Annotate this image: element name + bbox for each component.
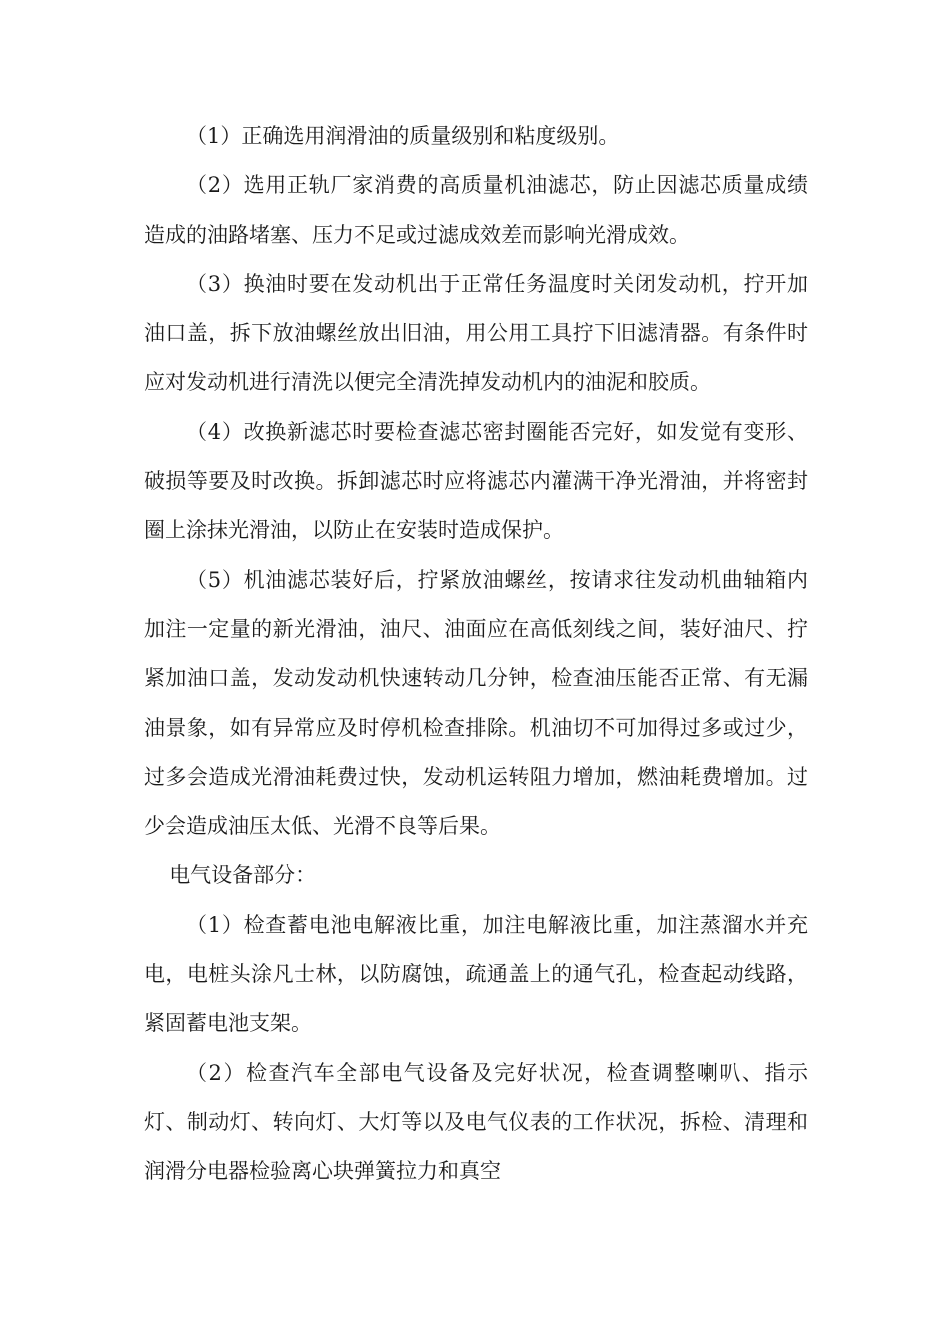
paragraph-oil-change: （3）换油时要在发动机出于正常任务温度时关闭发动机，拧开加油口盖，拆下放油螺丝放出旧油，用公用工具拧下旧滤清器。有条件时应对发动机进行清洗以便完全清洗掉发动机内的油泥和胶质。 xyxy=(144,271,808,395)
paragraph-oil-fill: （5）机油滤芯装好后，拧紧放油螺丝，按请求往发动机曲轴箱内加注一定量的新光滑油，油尺、油面应在高低刻线之间，装好油尺、拧紧加油口盖，发动发动机快速转动几分钟，检查油压能否正常、有无漏油景象，如有异常应及时停机检查排除。机油切不可加得过多或过少，过多会造成光滑油耗费过快，发动机运转阻力增加，燃油耗费增加。过少会造成油压太低、光滑不良等后果。 xyxy=(144,567,808,839)
paragraph-electrical-check: （2）检查汽车全部电气设备及完好状况，检查调整喇叭、指示灯、制动灯、转向灯、大灯等以及电气仪表的工作状况，拆检、清理和润滑分电器检验离心块弹簧拉力和真空 xyxy=(144,1060,808,1184)
paragraph-oil-filter: （2）选用正轨厂家消费的高质量机油滤芯，防止因滤芯质量成绩造成的油路堵塞、压力不足或过滤成效差而影响光滑成效。 xyxy=(144,173,808,247)
paragraph-battery: （1）检查蓄电池电解液比重，加注电解液比重，加注蒸溜水并充电，电桩头涂凡士林，以防腐蚀，疏通盖上的通气孔，检查起动线路，紧固蓄电池支架。 xyxy=(144,912,808,1036)
paragraph-oil-grade: （1）正确选用润滑油的质量级别和粘度级别。 xyxy=(186,124,620,148)
section-heading-electrical: 电气设备部分： xyxy=(169,863,317,888)
document-page xyxy=(144,112,808,1197)
paragraph-filter-replace: （4）改换新滤芯时要检查滤芯密封圈能否完好，如发觉有变形、破损等要及时改换。拆卸滤芯时应将滤芯内灌满干净光滑油，并将密封圈上涂抹光滑油，以防止在安装时造成保护。 xyxy=(144,419,808,543)
